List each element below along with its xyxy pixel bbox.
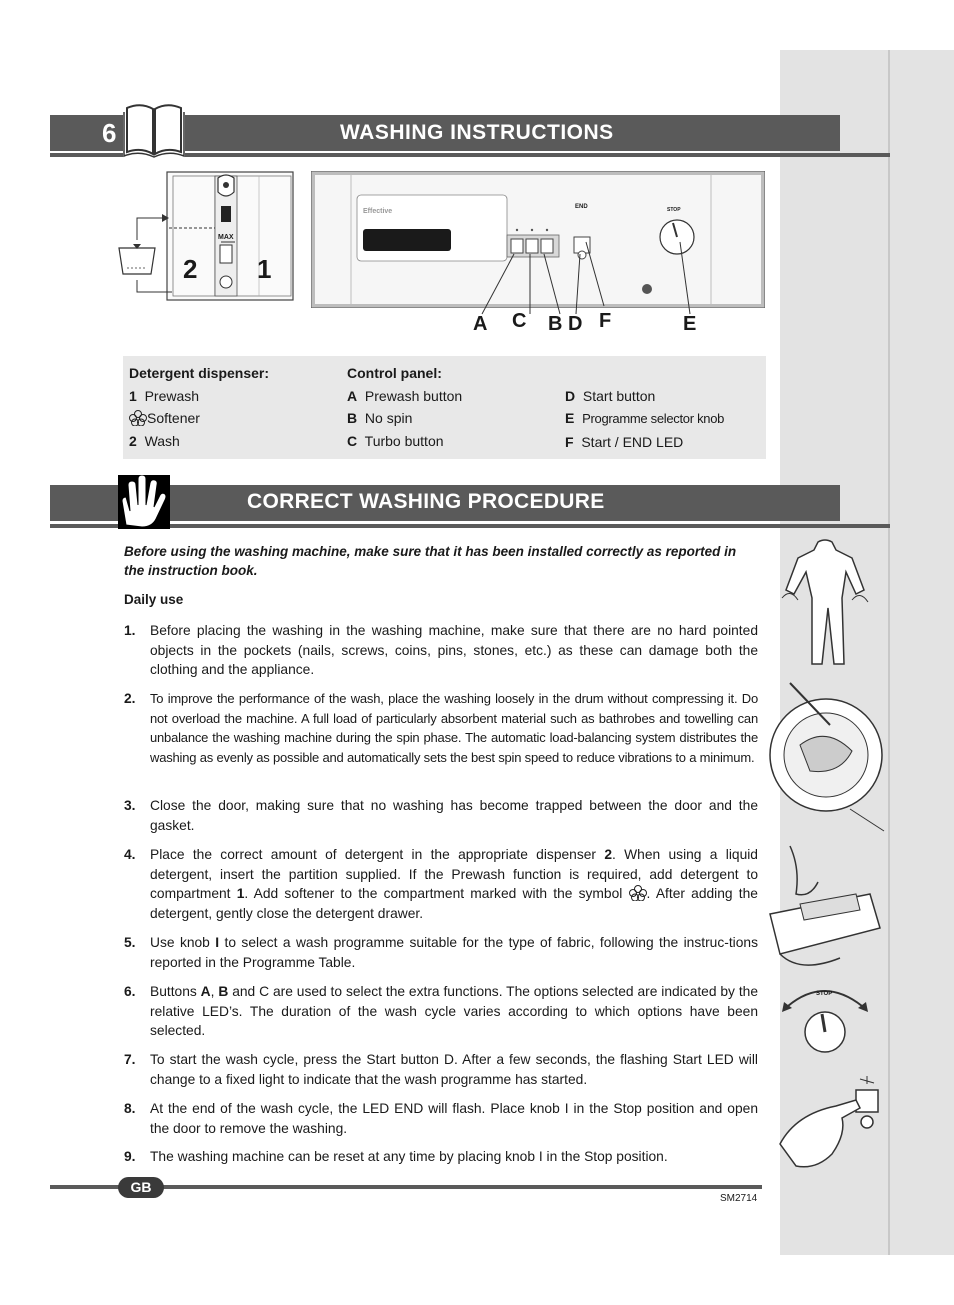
daily-use-heading: Daily use [124,592,184,607]
document-code: SM2714 [720,1193,758,1204]
language-badge: GB [118,1177,164,1198]
softener-flower-icon [129,410,147,426]
step-3: 3. Close the door, making sure that no washing has become trapped between the door and the gasket. [124,798,758,833]
legend-panel-heading: Control panel: [347,365,442,381]
legend-dispenser: Detergent dispenser: 1 Prewash Softener 2 Wash [129,365,270,449]
step-6: 6. Buttons A, B and C are used to select the extra functions. The options selected are indicated by the relative LED’s. The duration of the wash cycle varies according to which options have been selected. [124,984,759,1038]
panel-brand-label: Effective [363,208,393,215]
callout-f: F [599,310,612,332]
legend-panel-right: D Start button E Programme selector knob F Start / END LED [565,387,725,450]
step-1: 1. Before placing the washing in the washing machine, make sure that there are no hard pointed objects in the pockets (nails, screws, coins, pins, stones, etc.) as these can damage both the clothing and the appliance. [124,623,758,677]
softener-symbol-icon [629,885,647,901]
callout-a: A [473,313,488,335]
step-8: 8. At the end of the wash cycle, the LED END will flash. Place knob I in the Stop position and open the door to remove the washing. [124,1101,758,1136]
panel-stop-label: STOP [667,207,681,213]
dispenser-max-label: MAX [218,234,234,241]
side-column-divider [888,50,890,1255]
step-7: 7. To start the wash cycle, press the Start button D. After a few seconds, the flashing Start LED will change to a fixed light to indicate that the wash programme has started. [124,1052,758,1087]
dispenser-diagram [117,170,297,302]
step-9: 9. The washing machine can be reset at any time by placing knob I in the Stop position. [124,1149,668,1164]
legend-dispenser-heading: Detergent dispenser: [129,365,270,381]
callout-lines [470,240,730,320]
legend-panel-left: Control panel: A Prewash button B No spin C Turbo button [347,365,463,449]
callout-c: C [512,310,527,332]
book-icon [123,100,185,158]
page-number: 6 [102,118,117,148]
knob-stop-label: STOP [816,991,833,997]
panel-end-label: END [575,204,588,210]
legend-box [123,356,766,459]
procedure-intro: Before using the washing machine, make sure that it has been installed correctly as reported in the instruction book. [124,544,737,578]
dispenser-label-2: 2 [183,254,198,284]
callout-e: E [683,313,697,335]
section1-title: WASHING INSTRUCTIONS [340,121,614,144]
dispenser-label-1: 1 [257,254,272,284]
hand-icon [118,475,170,529]
step-4: 4. Place the correct amount of detergent in the appropriate dispenser 2. When using a liquid detergent, insert the partition supplied. If the Prewash function is required, add detergent to compartment 1. Add softener to the compartment marked with the symbol . After adding the detergent, gently close the detergent drawer. [124,847,758,921]
step-5: 5. Use knob I to select a wash programme suitable for the type of fabric, following the instruc-tions reported in the Programme Table. [124,935,758,970]
detergent-drawer-illustration [760,838,886,978]
start-button-illustration [776,1074,886,1174]
section2-title: CORRECT WASHING PROCEDURE [247,490,605,513]
callout-d: D [568,313,583,335]
section2-underline [50,524,890,528]
callout-b: B [548,313,563,335]
pockets-illustration [780,538,870,668]
step-2: 2. To improve the performance of the wash, place the washing loosely in the drum without compressing it. Do not overload the machine. A full load of particularly absorbent material such as bathrobes and towelling can unbalance the washing machine during the spin phase. The automatic load-balancing system distributes the washing as evenly as possible and automatically sets the best spin speed to reduce vibrations to a minimum. [124,691,758,765]
loading-drum-illustration [760,675,886,835]
